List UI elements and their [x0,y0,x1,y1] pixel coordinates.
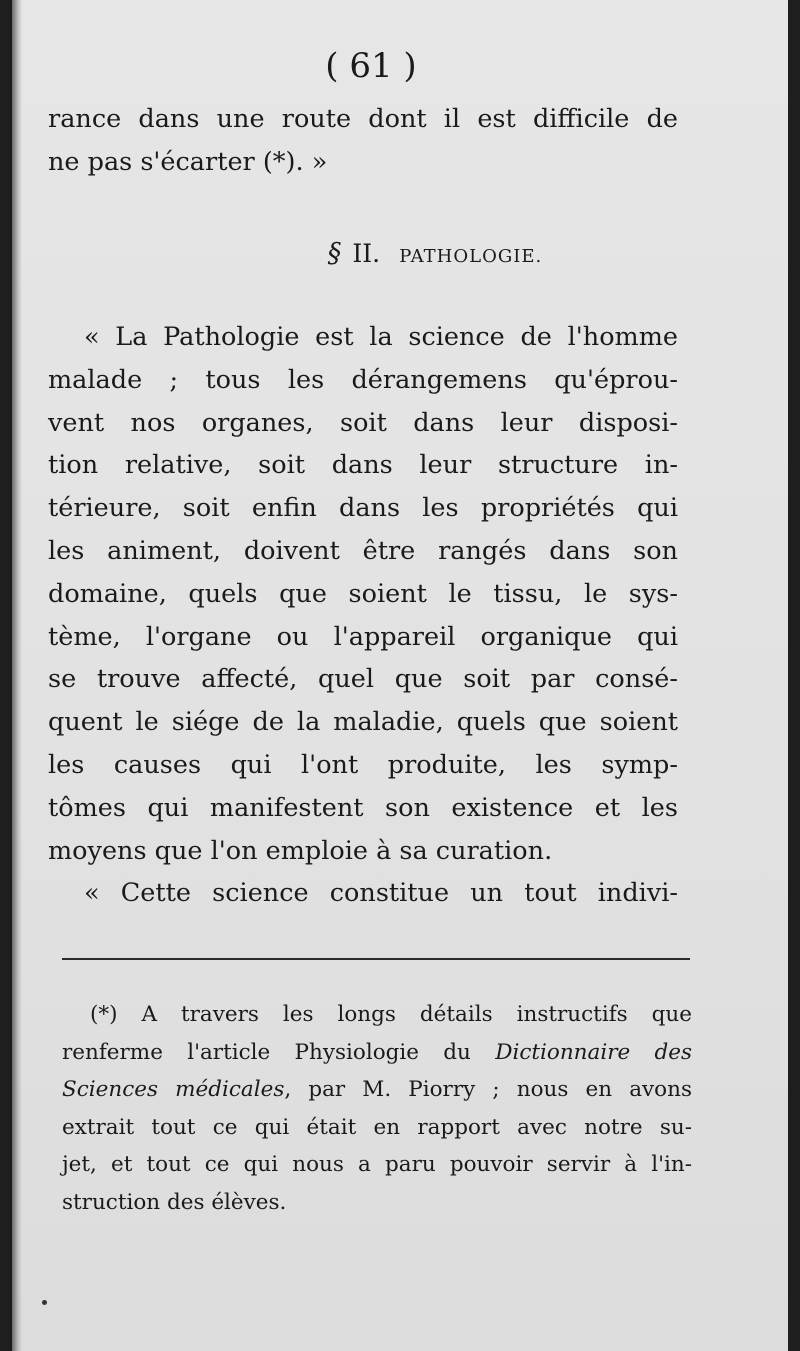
text-line: tion relative, soit dans leur structure in- [48,450,678,481]
text-line: vent nos organes, soit dans leur disposi- [48,407,678,438]
text-line: quent le siége de la maladie, quels que soient [48,707,678,738]
ink-speck [42,1300,47,1305]
paragraph-pathologie [48,316,678,872]
footnote [62,996,692,1222]
text-line: ne pas s'écarter (*). » [48,146,328,177]
text-line: moyens que l'on emploie à sa curation. [48,835,553,866]
page-number: ( 61 ) [325,46,417,86]
page-gutter-shadow [12,0,22,1351]
text-line: malade ; tous les dérangemens qu'éprou- [48,364,678,395]
footnote-line: jet, et tout ce qui nous a paru pouvoir servir à l'in- [62,1152,692,1178]
footnote-line [62,1034,692,1072]
footnote-line: (*) A travers les longs détails instructifs que [90,1002,692,1027]
text-line: se trouve affecté, quel que soit par consé- [48,664,678,695]
footnote-text: renferme l'article Physiologie du [62,1039,496,1065]
text-line: térieure, soit enfin dans les propriétés qui [48,493,678,524]
footnote-rule [62,958,690,960]
paragraph-science [48,872,678,915]
footnote-line: extrait tout ce qui était en rapport avec notre su- [62,1114,692,1140]
book-page [12,0,788,1351]
text-line: les animent, doivent être rangés dans son [48,535,678,566]
text-line: rance dans une route dont il est difficile de [48,104,678,134]
footnote-work-title: Dictionnaire des [495,1039,693,1065]
text-line: domaine, quels que soient le tissu, le sys- [48,578,678,609]
text-line: « La Pathologie est la science de l'homme [84,322,678,352]
footnote-text: , par M. Piorry ; nous en avons [284,1077,692,1103]
text-line: tème, l'organe ou l'appareil organique qui [48,621,678,652]
text-line: « Cette science constitue un tout indivi- [84,878,678,908]
footnote-line: struction des élèves. [62,1189,287,1215]
section-title: PATHOLOGIE. [399,246,543,267]
opening-text [48,98,678,184]
text-line: tômes qui manifestent son existence et les [48,792,678,823]
footnote-work-title: Sciences médicales [62,1077,285,1103]
text-line: les causes qui l'ont produite, les symp- [48,749,678,780]
section-heading [12,238,788,269]
section-numeral: II. [352,239,381,268]
section-sign: § [327,238,342,269]
footnote-line [62,1071,692,1109]
